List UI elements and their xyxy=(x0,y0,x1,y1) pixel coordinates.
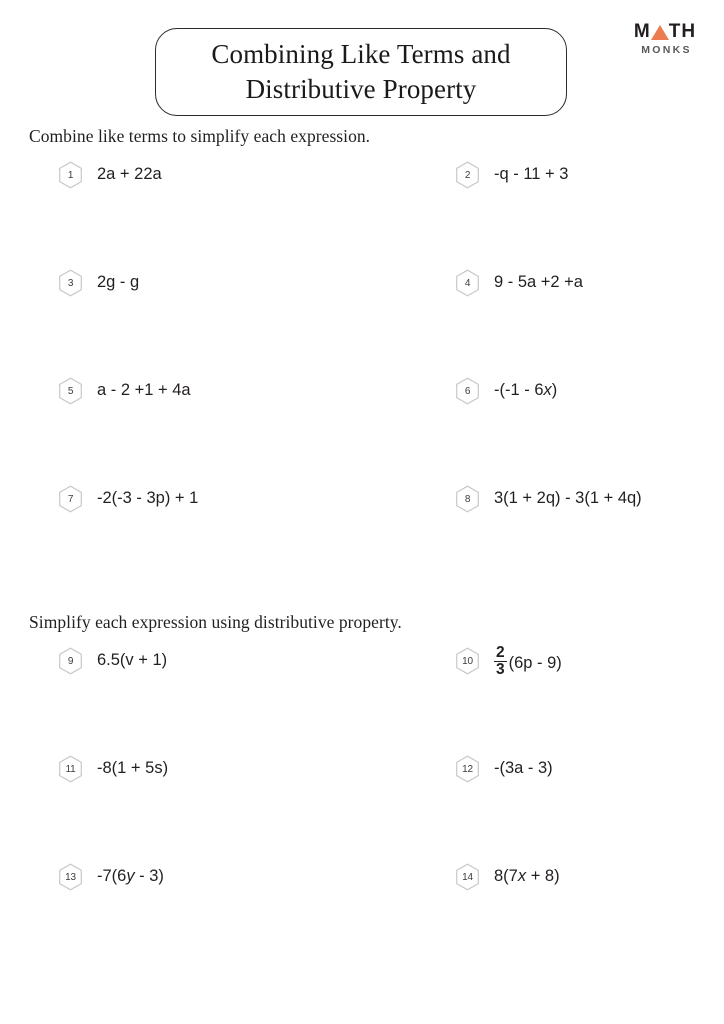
problem-expression: a - 2 +1 + 4a xyxy=(97,381,191,399)
problem-expression: 2g - g xyxy=(97,273,140,291)
problem-10 xyxy=(455,646,562,680)
problem-expression: -8(1 + 5s) xyxy=(97,759,169,777)
logo-letter-m: M xyxy=(633,21,651,42)
problem-8 xyxy=(455,484,642,513)
problem-number-badge xyxy=(455,647,480,675)
problem-expression: 8(7x + 8) xyxy=(494,867,560,885)
section-2-instruction: Simplify each expression using distributive property. xyxy=(29,612,402,632)
problem-number-badge xyxy=(455,269,480,297)
problem-number-badge xyxy=(455,485,480,513)
problem-row xyxy=(0,484,724,592)
problem-1 xyxy=(58,160,162,189)
problem-expression: 6.5(v + 1) xyxy=(97,651,168,669)
section-1-problem-list xyxy=(0,160,724,592)
problem-expression: 3(1 + 2q) - 3(1 + 4q) xyxy=(494,489,642,507)
problem-expression: -2(-3 - 3p) + 1 xyxy=(97,489,199,507)
problem-number-label: 5 xyxy=(67,385,74,397)
fraction xyxy=(494,645,507,679)
problem-row xyxy=(0,160,724,268)
math-monks-logo xyxy=(622,22,708,56)
problem-13 xyxy=(58,862,164,891)
problem-number-label: 1 xyxy=(67,169,74,181)
problem-number-badge xyxy=(455,377,480,405)
problem-12 xyxy=(455,754,553,783)
problem-expression: -q - 11 + 3 xyxy=(494,165,569,183)
problem-expression: 2a + 22a xyxy=(97,165,162,183)
problem-number-badge xyxy=(58,647,83,675)
orange-triangle-icon xyxy=(651,25,669,40)
expression-text: (6p - 9) xyxy=(508,653,562,672)
page-title-line-2: Distributive Property xyxy=(245,74,477,104)
problem-number-badge xyxy=(58,755,83,783)
section-1-instruction: Combine like terms to simplify each expression. xyxy=(29,126,371,146)
problem-number-label: 3 xyxy=(67,277,74,289)
problem-3 xyxy=(58,268,139,297)
problem-9 xyxy=(58,646,167,675)
problem-number-label: 2 xyxy=(464,169,471,181)
problem-expression: -(-1 - 6x) xyxy=(494,381,558,399)
problem-row xyxy=(0,862,724,970)
worksheet-title-box xyxy=(155,28,567,116)
problem-6 xyxy=(455,376,557,405)
problem-2 xyxy=(455,160,568,189)
problem-number-badge xyxy=(455,161,480,189)
page-title-line-1: Combining Like Terms and xyxy=(211,39,511,70)
problem-number-label: 12 xyxy=(462,763,473,775)
problem-number-badge xyxy=(455,755,480,783)
problem-number-label: 11 xyxy=(65,763,76,775)
problem-row xyxy=(0,646,724,754)
problem-expression: 9 - 5a +2 +a xyxy=(494,273,583,291)
fraction-numerator: 2 xyxy=(496,644,505,661)
section-2-problem-list xyxy=(0,646,724,970)
problem-number-label: 8 xyxy=(464,493,471,505)
problem-number-label: 14 xyxy=(462,871,473,883)
problem-4 xyxy=(455,268,583,297)
problem-expression: -7(6y - 3) xyxy=(97,867,164,885)
problem-number-label: 9 xyxy=(67,655,74,667)
problem-7 xyxy=(58,484,198,513)
problem-11 xyxy=(58,754,168,783)
logo-letters-th: TH xyxy=(668,21,697,42)
problem-number-label: 10 xyxy=(462,655,473,667)
fraction-denominator: 3 xyxy=(496,661,505,679)
problem-number-badge xyxy=(58,269,83,297)
problem-expression: -(3a - 3) xyxy=(494,759,553,777)
problem-number-badge xyxy=(58,485,83,513)
logo-subtitle: MONKS xyxy=(641,44,692,56)
problem-number-badge xyxy=(58,863,83,891)
problem-row xyxy=(0,376,724,484)
problem-number-badge xyxy=(58,161,83,189)
problem-number-label: 13 xyxy=(65,871,76,883)
problem-number-badge xyxy=(58,377,83,405)
problem-number-badge xyxy=(455,863,480,891)
problem-14 xyxy=(455,862,560,891)
problem-number-label: 4 xyxy=(464,277,471,289)
problem-row xyxy=(0,754,724,862)
problem-number-label: 6 xyxy=(464,385,471,397)
problem-number-label: 7 xyxy=(67,493,74,505)
problem-row xyxy=(0,268,724,376)
problem-expression xyxy=(494,646,562,680)
logo-wordmark xyxy=(622,22,708,41)
problem-5 xyxy=(58,376,191,405)
